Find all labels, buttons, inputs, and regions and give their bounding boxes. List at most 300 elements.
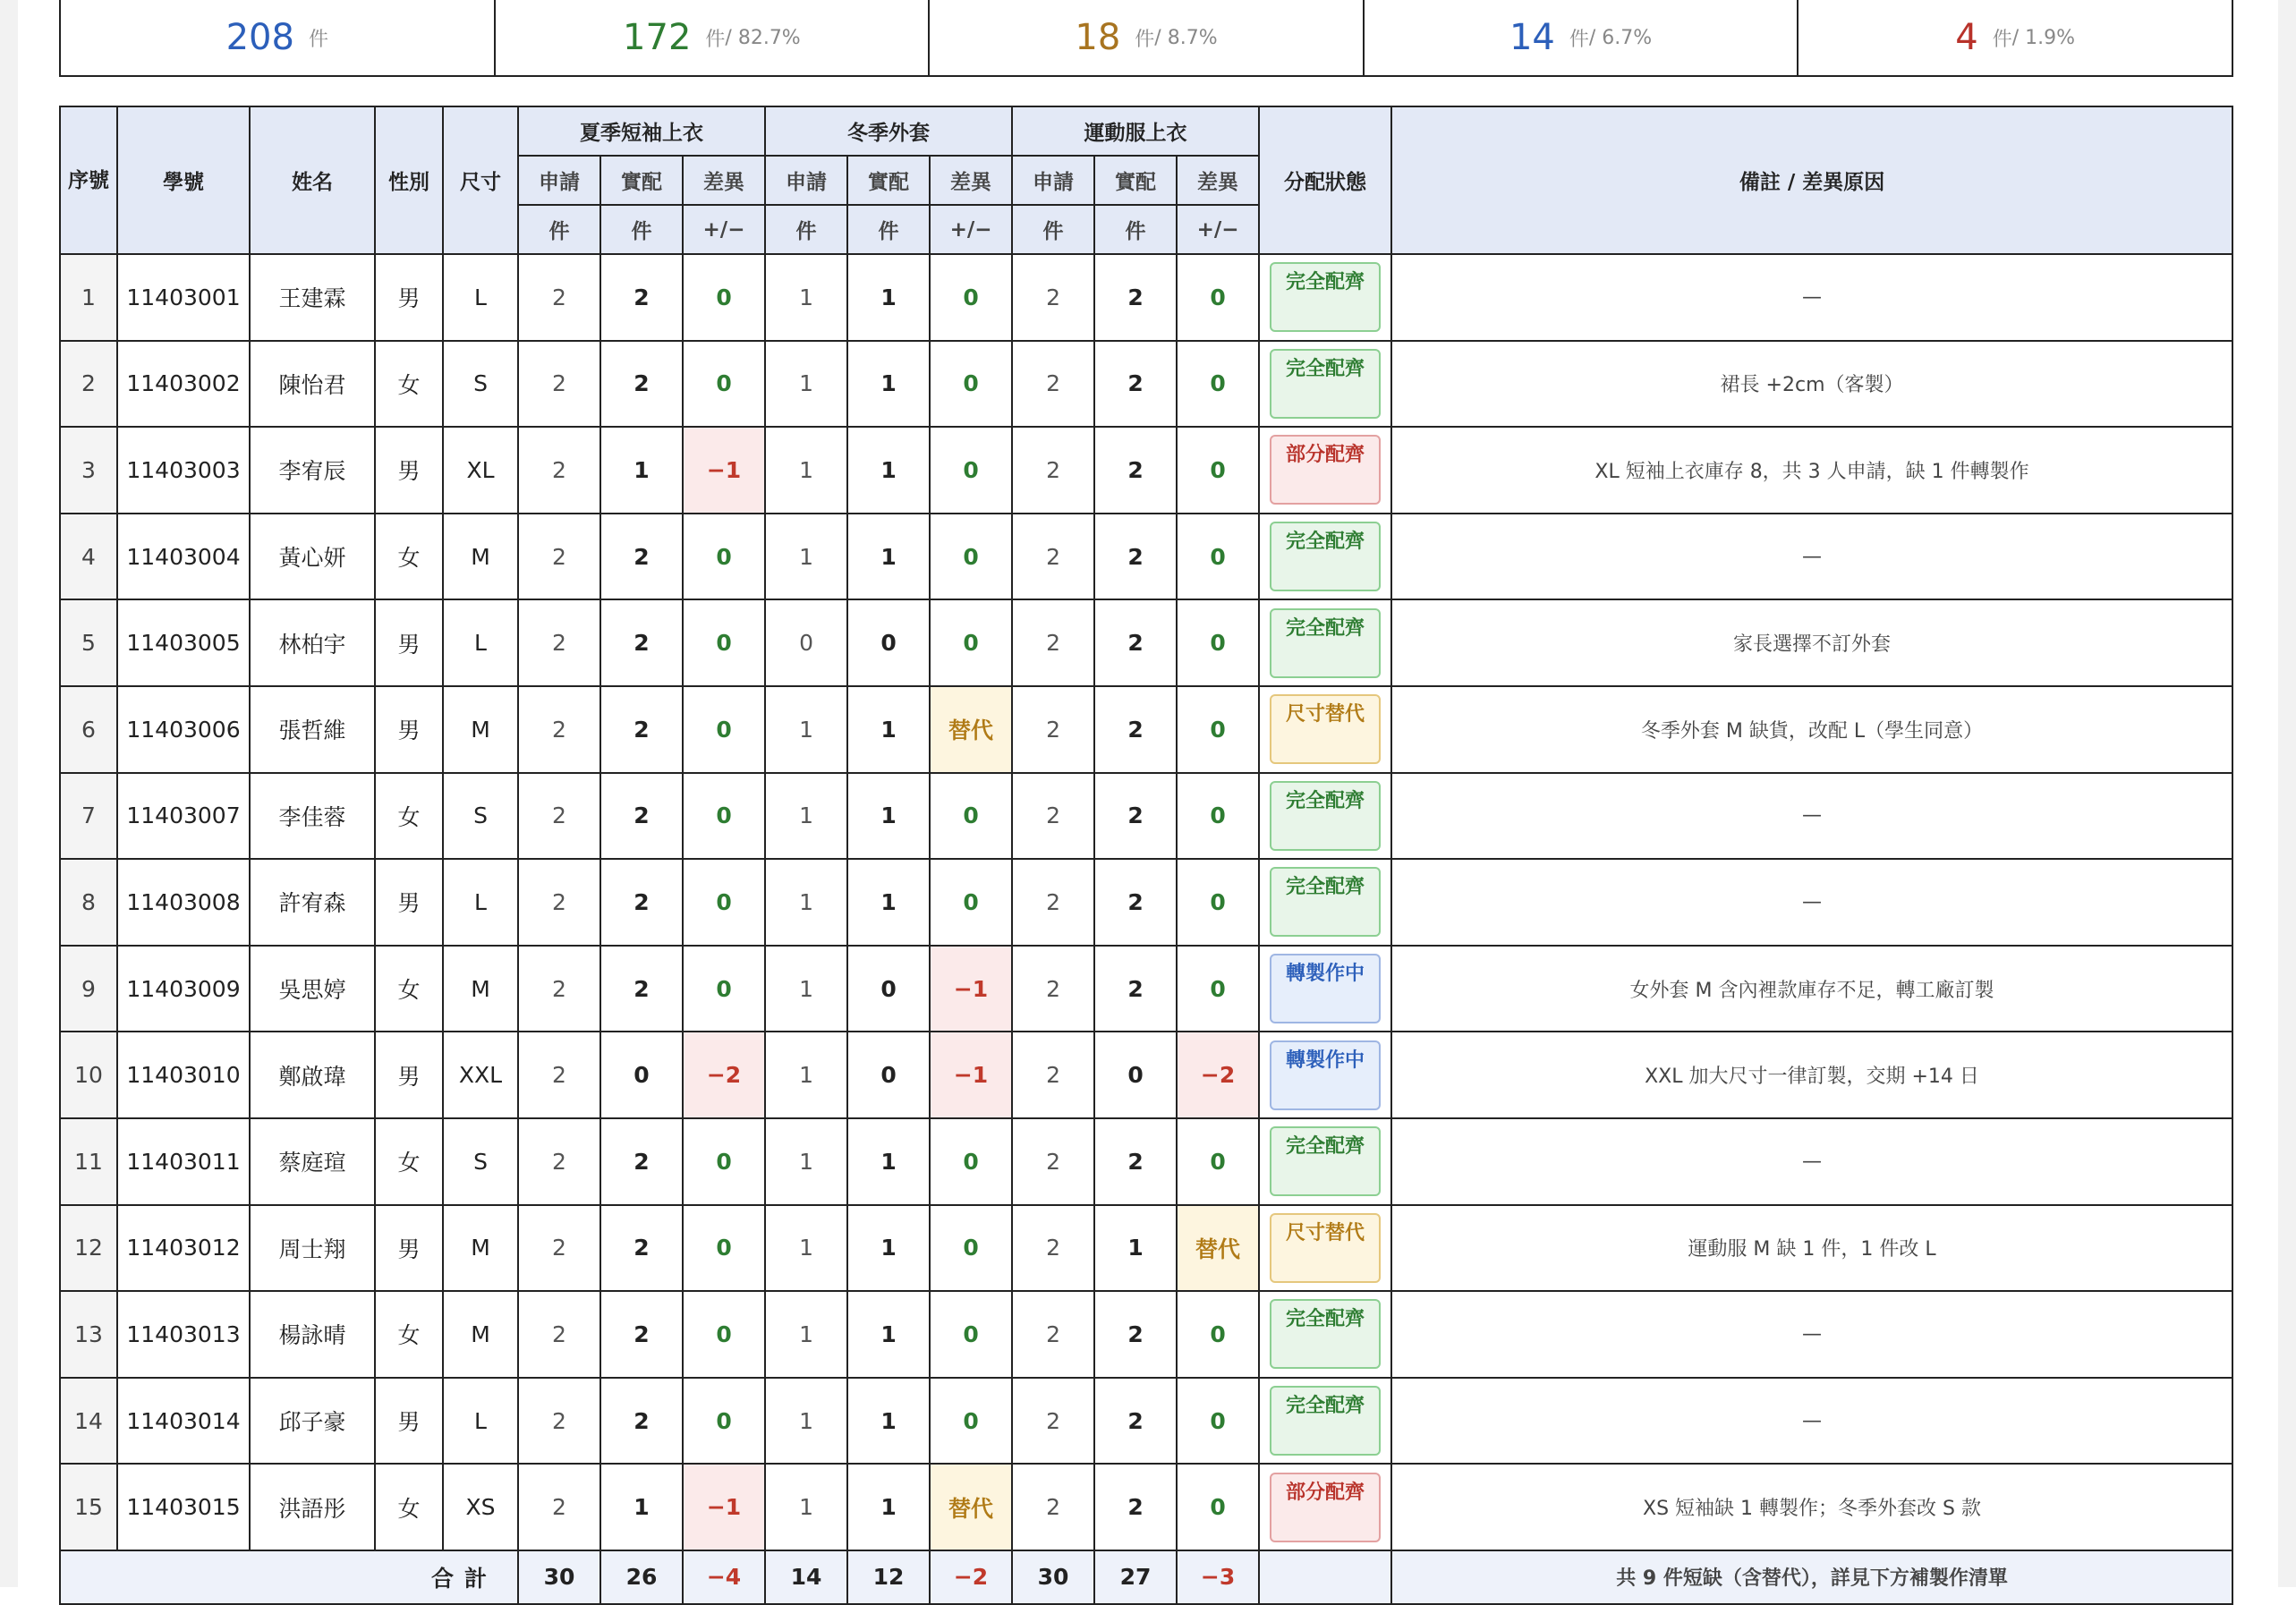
cell-requested: 2 (518, 1464, 600, 1550)
col-size: 尺寸 (443, 106, 518, 254)
cell-requested: 2 (1012, 1378, 1094, 1465)
cell-requested: 1 (765, 514, 847, 600)
cell-requested: 0 (765, 599, 847, 686)
summary-percent: / 8.7% (1154, 26, 1218, 49)
cell-status (1259, 599, 1391, 686)
cell-seq: 11 (60, 1118, 117, 1205)
cell-requested: 1 (765, 1118, 847, 1205)
cell-requested: 2 (1012, 859, 1094, 946)
cell-requested: 2 (518, 773, 600, 860)
cell-difference: 0 (683, 1378, 765, 1465)
cell-difference: 0 (683, 946, 765, 1032)
cell-note: — (1391, 1291, 2232, 1378)
cell-status (1259, 1464, 1391, 1550)
summary-unit: 件 (308, 28, 328, 51)
cell-size: XL (443, 427, 518, 514)
cell-student-id: 11403002 (117, 341, 250, 428)
cell-requested: 2 (1012, 773, 1094, 860)
unit-act: 件 (847, 205, 930, 254)
cell-note: 女外套 M 含內裡款庫存不足，轉工廠訂製 (1391, 946, 2232, 1032)
cell-requested: 1 (765, 859, 847, 946)
cell-status (1259, 1032, 1391, 1118)
cell-difference: 0 (930, 1378, 1012, 1465)
cell-difference: −1 (930, 946, 1012, 1032)
cell-allocated: 2 (600, 1118, 683, 1205)
summary-percent: / 82.7% (725, 26, 801, 49)
cell-status (1259, 859, 1391, 946)
cell-allocated: 2 (1094, 1291, 1177, 1378)
status-badge: 完全配齊 (1270, 349, 1381, 419)
cell-allocated: 2 (1094, 859, 1177, 946)
cell-allocated: 2 (600, 773, 683, 860)
summary-percent: / 6.7% (1588, 26, 1653, 49)
total-allocated: 27 (1094, 1550, 1177, 1604)
cell-status (1259, 254, 1391, 341)
table-row (60, 859, 2232, 946)
cell-name: 張哲維 (250, 686, 375, 773)
cell-requested: 2 (518, 1032, 600, 1118)
cell-allocated: 2 (1094, 1118, 1177, 1205)
summary-unit: 件 (705, 28, 726, 51)
cell-allocated: 2 (1094, 254, 1177, 341)
cell-difference: 0 (930, 1205, 1012, 1292)
summary-percent: / 1.9% (2011, 26, 2076, 49)
cell-note: 家長選擇不訂外套 (1391, 599, 2232, 686)
cell-requested: 2 (1012, 686, 1094, 773)
cell-allocated: 2 (600, 514, 683, 600)
cell-allocated: 1 (847, 1378, 930, 1465)
cell-note: XXL 加大尺寸一律訂製，交期 +14 日 (1391, 1032, 2232, 1118)
cell-difference: −1 (683, 427, 765, 514)
cell-seq: 6 (60, 686, 117, 773)
cell-requested: 2 (518, 859, 600, 946)
cell-difference: 0 (1177, 1378, 1259, 1465)
cell-allocated: 0 (847, 599, 930, 686)
cell-difference: 0 (683, 341, 765, 428)
cell-status (1259, 1291, 1391, 1378)
cell-size: S (443, 1118, 518, 1205)
cell-difference: 0 (930, 254, 1012, 341)
cell-seq: 13 (60, 1291, 117, 1378)
cell-name: 李佳蓉 (250, 773, 375, 860)
page-margin-left (0, 0, 18, 1587)
table-row (60, 1118, 2232, 1205)
col-student-id: 學號 (117, 106, 250, 254)
cell-requested: 2 (518, 427, 600, 514)
cell-difference: 0 (1177, 946, 1259, 1032)
cell-note: 運動服 M 缺 1 件，1 件改 L (1391, 1205, 2232, 1292)
cell-allocated: 2 (600, 341, 683, 428)
cell-name: 黃心妍 (250, 514, 375, 600)
cell-difference: 0 (1177, 1118, 1259, 1205)
cell-difference: 替代 (1177, 1205, 1259, 1292)
cell-requested: 2 (1012, 1032, 1094, 1118)
cell-allocated: 0 (600, 1032, 683, 1118)
cell-requested: 1 (765, 1032, 847, 1118)
cell-allocated: 1 (847, 254, 930, 341)
cell-name: 邱子豪 (250, 1378, 375, 1465)
status-badge: 尺寸替代 (1270, 1213, 1381, 1283)
cell-allocated: 1 (1094, 1205, 1177, 1292)
cell-name: 洪語彤 (250, 1464, 375, 1550)
cell-difference: 0 (683, 254, 765, 341)
cell-requested: 1 (765, 254, 847, 341)
cell-allocated: 2 (600, 254, 683, 341)
cell-size: S (443, 773, 518, 860)
subcol-act: 實配 (847, 156, 930, 205)
cell-student-id: 11403009 (117, 946, 250, 1032)
cell-requested: 2 (518, 341, 600, 428)
allocation-table (59, 106, 2233, 1605)
cell-size: M (443, 1205, 518, 1292)
cell-note: — (1391, 859, 2232, 946)
cell-size: L (443, 254, 518, 341)
cell-difference: −1 (683, 1464, 765, 1550)
table-row (60, 1291, 2232, 1378)
cell-difference: 0 (930, 427, 1012, 514)
cell-name: 林柏宇 (250, 599, 375, 686)
cell-difference: 0 (683, 859, 765, 946)
cell-requested: 2 (1012, 599, 1094, 686)
summary-count: 172 (623, 17, 692, 58)
cell-student-id: 11403014 (117, 1378, 250, 1465)
unit-diff: +/− (1177, 205, 1259, 254)
cell-seq: 5 (60, 599, 117, 686)
cell-gender: 女 (375, 946, 443, 1032)
cell-name: 鄭啟瑋 (250, 1032, 375, 1118)
cell-seq: 4 (60, 514, 117, 600)
total-row (60, 1550, 2232, 1604)
cell-allocated: 0 (1094, 1032, 1177, 1118)
cell-gender: 男 (375, 599, 443, 686)
cell-student-id: 11403005 (117, 599, 250, 686)
cell-size: XXL (443, 1032, 518, 1118)
cell-student-id: 11403006 (117, 686, 250, 773)
status-badge: 部分配齊 (1270, 1473, 1381, 1542)
table-row (60, 1032, 2232, 1118)
cell-allocated: 1 (847, 1205, 930, 1292)
summary-cell (930, 0, 1365, 75)
cell-seq: 2 (60, 341, 117, 428)
cell-allocated: 2 (1094, 514, 1177, 600)
unit-diff: +/− (930, 205, 1012, 254)
total-requested: 30 (1012, 1550, 1094, 1604)
unit-act: 件 (600, 205, 683, 254)
cell-allocated: 1 (600, 1464, 683, 1550)
cell-difference: 0 (930, 1291, 1012, 1378)
cell-difference: 0 (1177, 1291, 1259, 1378)
cell-gender: 女 (375, 773, 443, 860)
cell-size: L (443, 859, 518, 946)
cell-name: 陳怡君 (250, 341, 375, 428)
cell-gender: 男 (375, 427, 443, 514)
cell-difference: −1 (930, 1032, 1012, 1118)
cell-allocated: 2 (1094, 599, 1177, 686)
subcol-req: 申請 (518, 156, 600, 205)
unit-req: 件 (1012, 205, 1094, 254)
cell-size: XS (443, 1464, 518, 1550)
summary-cell (496, 0, 931, 75)
cell-requested: 2 (518, 1291, 600, 1378)
cell-allocated: 1 (847, 686, 930, 773)
cell-student-id: 11403004 (117, 514, 250, 600)
summary-cell (1799, 0, 2232, 75)
status-badge: 完全配齊 (1270, 781, 1381, 851)
status-badge: 完全配齊 (1270, 867, 1381, 937)
cell-allocated: 2 (1094, 773, 1177, 860)
cell-status (1259, 946, 1391, 1032)
cell-seq: 12 (60, 1205, 117, 1292)
total-difference: −2 (930, 1550, 1012, 1604)
cell-difference: 0 (683, 514, 765, 600)
cell-requested: 2 (1012, 341, 1094, 428)
total-allocated: 12 (847, 1550, 930, 1604)
cell-name: 王建霖 (250, 254, 375, 341)
cell-student-id: 11403012 (117, 1205, 250, 1292)
cell-size: M (443, 514, 518, 600)
total-difference: −4 (683, 1550, 765, 1604)
total-label: 合計 (60, 1550, 518, 1604)
cell-seq: 1 (60, 254, 117, 341)
cell-requested: 1 (765, 1205, 847, 1292)
cell-status (1259, 427, 1391, 514)
cell-requested: 1 (765, 1291, 847, 1378)
cell-student-id: 11403007 (117, 773, 250, 860)
table-row (60, 427, 2232, 514)
status-badge: 部分配齊 (1270, 435, 1381, 505)
cell-difference: 0 (930, 599, 1012, 686)
cell-note: — (1391, 773, 2232, 860)
cell-difference: 0 (1177, 686, 1259, 773)
cell-difference: 0 (683, 599, 765, 686)
status-badge: 轉製作中 (1270, 954, 1381, 1023)
status-badge: 完全配齊 (1270, 522, 1381, 591)
subcol-diff: 差異 (1177, 156, 1259, 205)
cell-gender: 男 (375, 1032, 443, 1118)
cell-requested: 2 (518, 254, 600, 341)
summary-count: 208 (225, 17, 294, 58)
total-note: 共 9 件短缺（含替代），詳見下方補製作清單 (1391, 1550, 2232, 1604)
cell-status (1259, 686, 1391, 773)
cell-size: S (443, 341, 518, 428)
cell-requested: 1 (765, 686, 847, 773)
cell-requested: 2 (1012, 946, 1094, 1032)
cell-size: M (443, 686, 518, 773)
cell-allocated: 1 (847, 859, 930, 946)
cell-requested: 2 (1012, 254, 1094, 341)
cell-allocated: 2 (1094, 946, 1177, 1032)
cell-seq: 3 (60, 427, 117, 514)
cell-student-id: 11403015 (117, 1464, 250, 1550)
cell-name: 李宥辰 (250, 427, 375, 514)
cell-requested: 2 (518, 514, 600, 600)
summary-unit: 件 (1992, 28, 2012, 51)
page-margin-right (2278, 0, 2296, 1587)
summary-cell (61, 0, 496, 75)
cell-note: XL 短袖上衣庫存 8，共 3 人申請，缺 1 件轉製作 (1391, 427, 2232, 514)
cell-requested: 2 (1012, 1118, 1094, 1205)
status-badge: 完全配齊 (1270, 262, 1381, 332)
cell-difference: 0 (683, 686, 765, 773)
cell-size: M (443, 946, 518, 1032)
cell-student-id: 11403010 (117, 1032, 250, 1118)
cell-allocated: 2 (1094, 1464, 1177, 1550)
col-gender: 性別 (375, 106, 443, 254)
group-sports-shirt: 運動服上衣 (1012, 106, 1259, 156)
subcol-diff: 差異 (930, 156, 1012, 205)
cell-requested: 2 (518, 1378, 600, 1465)
cell-requested: 2 (518, 1205, 600, 1292)
col-name: 姓名 (250, 106, 375, 254)
table-footer (60, 1550, 2232, 1604)
cell-gender: 男 (375, 686, 443, 773)
summary-count: 18 (1075, 17, 1121, 58)
cell-allocated: 2 (600, 1291, 683, 1378)
cell-requested: 2 (518, 599, 600, 686)
cell-status (1259, 1378, 1391, 1465)
cell-seq: 15 (60, 1464, 117, 1550)
cell-allocated: 2 (1094, 341, 1177, 428)
cell-student-id: 11403013 (117, 1291, 250, 1378)
cell-gender: 男 (375, 1205, 443, 1292)
summary-unit: 件 (1135, 28, 1155, 51)
col-note: 備註 / 差異原因 (1391, 106, 2232, 254)
status-badge: 完全配齊 (1270, 1299, 1381, 1369)
cell-gender: 女 (375, 1291, 443, 1378)
col-status: 分配狀態 (1259, 106, 1391, 254)
cell-requested: 2 (1012, 1205, 1094, 1292)
cell-difference: 0 (683, 1291, 765, 1378)
cell-allocated: 2 (600, 946, 683, 1032)
group-winter-jacket: 冬季外套 (765, 106, 1012, 156)
table-row (60, 254, 2232, 341)
cell-note: — (1391, 254, 2232, 341)
cell-name: 吳思婷 (250, 946, 375, 1032)
cell-status (1259, 514, 1391, 600)
cell-student-id: 11403008 (117, 859, 250, 946)
unit-req: 件 (765, 205, 847, 254)
cell-status (1259, 341, 1391, 428)
cell-gender: 男 (375, 254, 443, 341)
cell-difference: 0 (930, 859, 1012, 946)
cell-allocated: 2 (600, 1205, 683, 1292)
cell-note: XS 短袖缺 1 轉製作；冬季外套改 S 款 (1391, 1464, 2232, 1550)
cell-seq: 9 (60, 946, 117, 1032)
table-row (60, 599, 2232, 686)
table-body (60, 254, 2232, 1550)
status-badge: 轉製作中 (1270, 1040, 1381, 1110)
subcol-act: 實配 (1094, 156, 1177, 205)
cell-gender: 女 (375, 1118, 443, 1205)
cell-difference: 0 (1177, 514, 1259, 600)
total-status (1259, 1550, 1391, 1604)
cell-note: — (1391, 514, 2232, 600)
cell-requested: 2 (518, 686, 600, 773)
cell-size: L (443, 599, 518, 686)
total-requested: 30 (518, 1550, 600, 1604)
cell-difference: 0 (930, 773, 1012, 860)
group-summer-shirt: 夏季短袖上衣 (518, 106, 765, 156)
table-row (60, 1205, 2232, 1292)
cell-requested: 2 (1012, 1291, 1094, 1378)
cell-allocated: 2 (600, 599, 683, 686)
cell-name: 許宥森 (250, 859, 375, 946)
cell-allocated: 1 (847, 1118, 930, 1205)
unit-act: 件 (1094, 205, 1177, 254)
cell-seq: 10 (60, 1032, 117, 1118)
cell-student-id: 11403011 (117, 1118, 250, 1205)
cell-difference: −2 (1177, 1032, 1259, 1118)
total-difference: −3 (1177, 1550, 1259, 1604)
table-row (60, 341, 2232, 428)
cell-name: 楊詠晴 (250, 1291, 375, 1378)
cell-allocated: 1 (600, 427, 683, 514)
cell-note: — (1391, 1378, 2232, 1465)
cell-gender: 男 (375, 859, 443, 946)
cell-requested: 2 (518, 946, 600, 1032)
table-row (60, 514, 2232, 600)
cell-student-id: 11403003 (117, 427, 250, 514)
cell-seq: 14 (60, 1378, 117, 1465)
summary-count: 4 (1955, 17, 1978, 58)
summary-strip (59, 0, 2233, 77)
col-seq: 序號 (60, 106, 117, 254)
cell-allocated: 2 (1094, 686, 1177, 773)
cell-note: 冬季外套 M 缺貨，改配 L（學生同意） (1391, 686, 2232, 773)
unit-diff: +/− (683, 205, 765, 254)
cell-difference: 0 (1177, 599, 1259, 686)
total-requested: 14 (765, 1550, 847, 1604)
cell-allocated: 2 (600, 686, 683, 773)
cell-allocated: 1 (847, 773, 930, 860)
cell-allocated: 0 (847, 1032, 930, 1118)
cell-difference: 0 (930, 341, 1012, 428)
subcol-act: 實配 (600, 156, 683, 205)
cell-difference: −2 (683, 1032, 765, 1118)
table-row (60, 1378, 2232, 1465)
cell-allocated: 1 (847, 341, 930, 428)
summary-cell (1365, 0, 1799, 75)
cell-requested: 1 (765, 341, 847, 428)
cell-difference: 0 (1177, 773, 1259, 860)
cell-difference: 替代 (930, 686, 1012, 773)
cell-allocated: 1 (847, 1464, 930, 1550)
cell-requested: 2 (1012, 514, 1094, 600)
summary-unit: 件 (1569, 28, 1589, 51)
table-row (60, 1464, 2232, 1550)
cell-name: 蔡庭瑄 (250, 1118, 375, 1205)
cell-requested: 1 (765, 946, 847, 1032)
cell-size: M (443, 1291, 518, 1378)
cell-difference: 0 (683, 1118, 765, 1205)
cell-requested: 2 (1012, 427, 1094, 514)
cell-size: L (443, 1378, 518, 1465)
cell-difference: 0 (930, 1118, 1012, 1205)
cell-difference: 0 (1177, 1464, 1259, 1550)
cell-allocated: 1 (847, 427, 930, 514)
total-allocated: 26 (600, 1550, 683, 1604)
cell-seq: 8 (60, 859, 117, 946)
cell-allocated: 1 (847, 514, 930, 600)
cell-status (1259, 1205, 1391, 1292)
cell-student-id: 11403001 (117, 254, 250, 341)
cell-difference: 0 (1177, 427, 1259, 514)
cell-name: 周士翔 (250, 1205, 375, 1292)
cell-allocated: 2 (1094, 427, 1177, 514)
cell-difference: 0 (683, 773, 765, 860)
cell-difference: 0 (683, 1205, 765, 1292)
cell-seq: 7 (60, 773, 117, 860)
